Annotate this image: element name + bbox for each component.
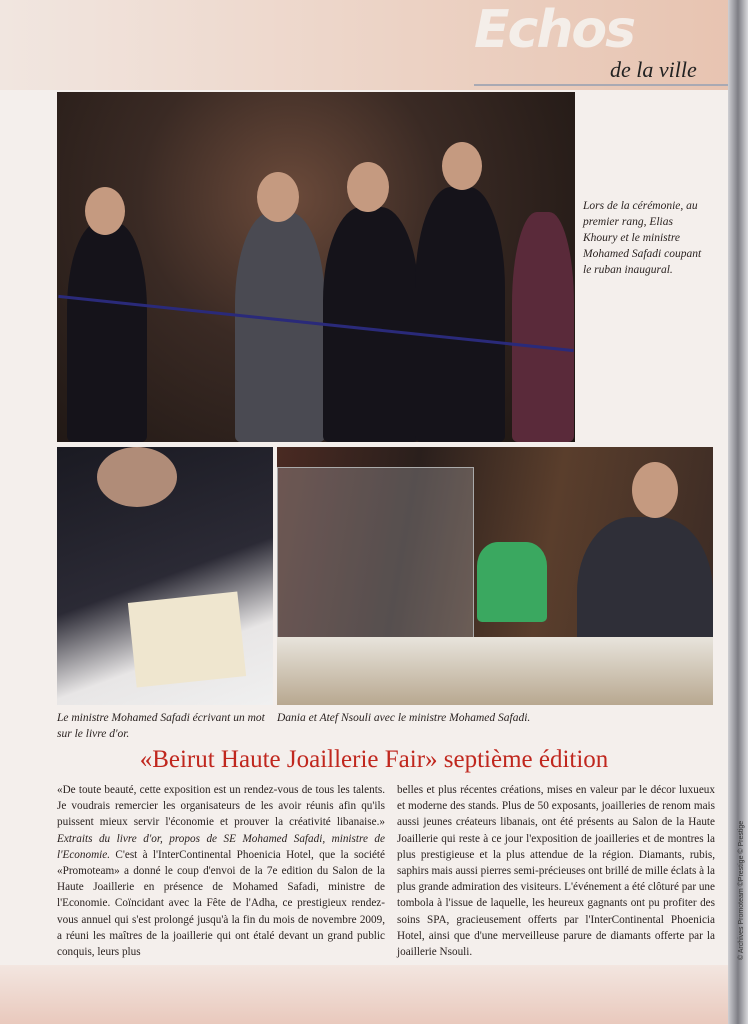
article-quote-source: Extraits du livre d'or, propos de SE Mohamed Safadi, ministre de l'Economie. (57, 832, 385, 861)
display-counter (277, 637, 713, 705)
article-title: «Beirut Haute Joaillerie Fair» septième édition (139, 746, 609, 773)
person-head (257, 172, 299, 222)
header-rule (474, 84, 734, 86)
section-subtitle: de la ville (610, 57, 697, 82)
photo-credit: © Archives Promoteam ©Prestige © Prestige (738, 820, 745, 960)
caption-main-photo: Lors de la cérémonie, au premier rang, Elias Khoury et le ministre Mohamed Safadi coupant le ruban inaugural. (583, 200, 702, 276)
person-figure (67, 222, 147, 442)
person-head (632, 462, 678, 518)
person-figure (415, 187, 505, 442)
section-title: Echos (474, 0, 635, 60)
photo-guestbook (57, 447, 273, 705)
person-figure (235, 212, 325, 442)
photo-ribbon-cutting (57, 92, 575, 442)
guestbook (128, 591, 246, 687)
article-body: C'est à l'InterContinental Phoenicia Hotel, que la société «Promoteam» a donné le coup d'envoi de la 7e edition du Salon de la Haute Joaillerie en présence de Mohamed Safadi, ministre de l'Economie. Coïncidant avec la Fête de l'Adha, ce prestigieux rendez-vous annuel qui s'est prolongé jusqu'à la fin du mois de novembre 2009, a réuni les maîtres de la joaillerie qui ont étalé devant un grand public conquis, leurs plus (57, 848, 386, 959)
person-figure (512, 212, 574, 442)
display-case (277, 467, 474, 659)
article-column-2: belles et plus récentes créations, mises en valeur par le décor luxueux et moderne des stands. Plus de 50 exposants, joailleries de renom mais aussi jeunes créateurs libanais, ont été présents au Salon de la Haute Joaillerie qui reste à ce jour l'exposition de joailleries et de montres la plus prestigieuse et la plus attendue de la région. Diamants, rubis, saphirs mais aussi pierres semi-précieuses ont brillé de mille éclats à la plus grande admiration des visiteurs. L'événement a été clôturé par une tombola à l'issue de laquelle, les heureux gagnants ont pu profiter des soins SPA, gracieusement offerts par l'InterContinental Phoenicia Hotel, ainsi que d'une merveilleuse parure de diamants offerte par la joaillerie Nsouli. (397, 784, 715, 959)
footer-band (0, 965, 748, 1024)
person-head (85, 187, 125, 235)
person-figure (477, 542, 547, 622)
article-quote: «De toute beauté, cette exposition est un rendez-vous de tous les talents. Je voudrais remercier les organisateurs de les avoir réunis afin qu'ils puissent mieux servir l'économie et prouver la créativité libanaise.» (57, 784, 385, 829)
caption-stand-photo: Dania et Atef Nsouli avec le ministre Mohamed Safadi. (277, 712, 531, 724)
person-head (347, 162, 389, 212)
article-column-1 (57, 782, 385, 960)
person-head (442, 142, 482, 190)
caption-guestbook-photo: Le ministre Mohamed Safadi écrivant un mot sur le livre d'or. (57, 712, 265, 740)
person-head (97, 447, 177, 507)
photo-jewelry-stand (277, 447, 713, 705)
